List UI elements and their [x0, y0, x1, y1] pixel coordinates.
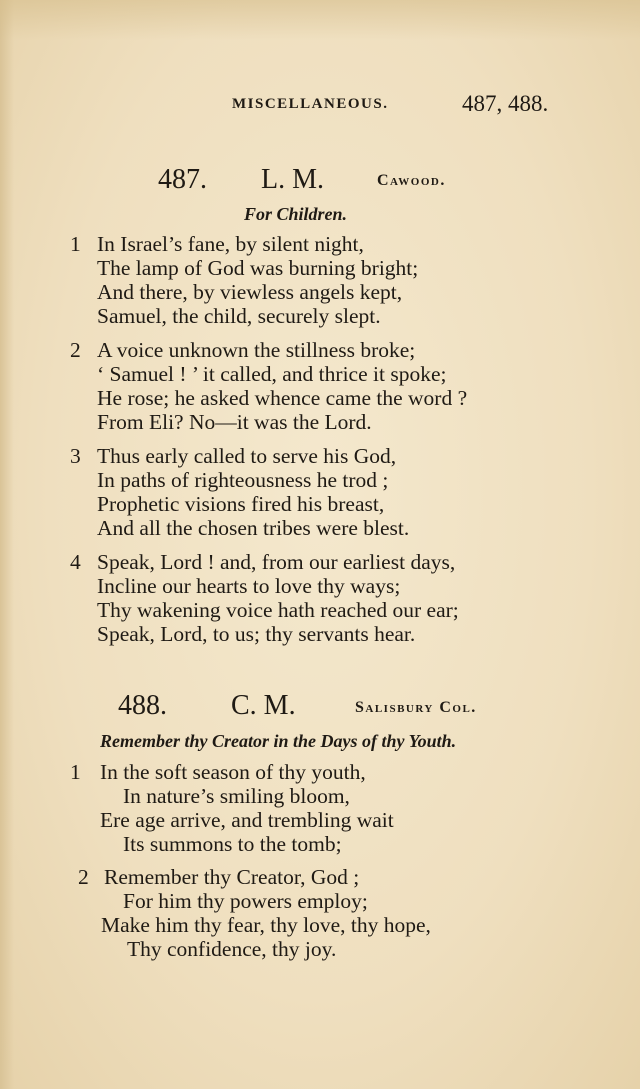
verse-line: Prophetic visions fired his breast,: [97, 492, 385, 516]
stanza-number: 2: [78, 865, 89, 889]
verse-line: A voice unknown the stillness broke;: [97, 338, 416, 362]
verse-line: Thy confidence, thy joy.: [127, 937, 337, 961]
verse-line: ‘ Samuel ! ’ it called, and thrice it spoke;: [97, 362, 447, 386]
verse-line: In the soft season of thy youth,: [100, 760, 366, 784]
stanza-number: 1: [70, 760, 81, 784]
verse-line: Thy wakening voice hath reached our ear;: [97, 598, 459, 622]
verse-line: Thus early called to serve his God,: [97, 444, 397, 468]
verse-line: Speak, Lord, to us; thy servants hear.: [97, 622, 416, 646]
verse-line: Its summons to the tomb;: [123, 832, 342, 856]
hymn-number: 488.: [118, 690, 167, 721]
hymn-subtitle: For Children.: [244, 204, 348, 224]
hymn-tune: Salisbury Col.: [355, 699, 477, 716]
hymn-meter: L. M.: [261, 164, 324, 195]
verse-line: And all the chosen tribes were blest.: [97, 516, 410, 540]
running-head-section: MISCELLANEOUS.: [232, 96, 389, 112]
verse-line: And there, by viewless angels kept,: [97, 280, 403, 304]
stanza-number: 2: [70, 338, 81, 362]
page-numbers: 487, 488.: [462, 91, 549, 116]
stanza-number: 3: [70, 444, 81, 468]
hymn-meter: C. M.: [231, 690, 296, 721]
verse-line: Speak, Lord ! and, from our earliest days,: [97, 550, 456, 574]
verse-line: Incline our hearts to love thy ways;: [97, 574, 401, 598]
verse-line: Samuel, the child, securely slept.: [97, 304, 381, 328]
hymn-subtitle: Remember thy Creator in the Days of thy Youth.: [100, 731, 457, 751]
verse-line: From Eli? No—it was the Lord.: [97, 410, 372, 434]
verse-line: In paths of righteousness he trod ;: [97, 468, 389, 492]
verse-line: The lamp of God was burning bright;: [97, 256, 419, 280]
verse-line: Remember thy Creator, God ;: [104, 865, 360, 889]
hymn-tune: Cawood.: [377, 172, 446, 189]
verse-line: For him thy powers employ;: [123, 889, 368, 913]
stanza-number: 4: [70, 550, 81, 574]
verse-line: He rose; he asked whence came the word ?: [97, 386, 468, 410]
verse-line: In Israel’s fane, by silent night,: [97, 232, 364, 256]
hymn-number: 487.: [158, 164, 207, 195]
stanza-number: 1: [70, 232, 81, 256]
verse-line: In nature’s smiling bloom,: [123, 784, 350, 808]
verse-line: Ere age arrive, and trembling wait: [100, 808, 394, 832]
verse-line: Make him thy fear, thy love, thy hope,: [101, 913, 431, 937]
